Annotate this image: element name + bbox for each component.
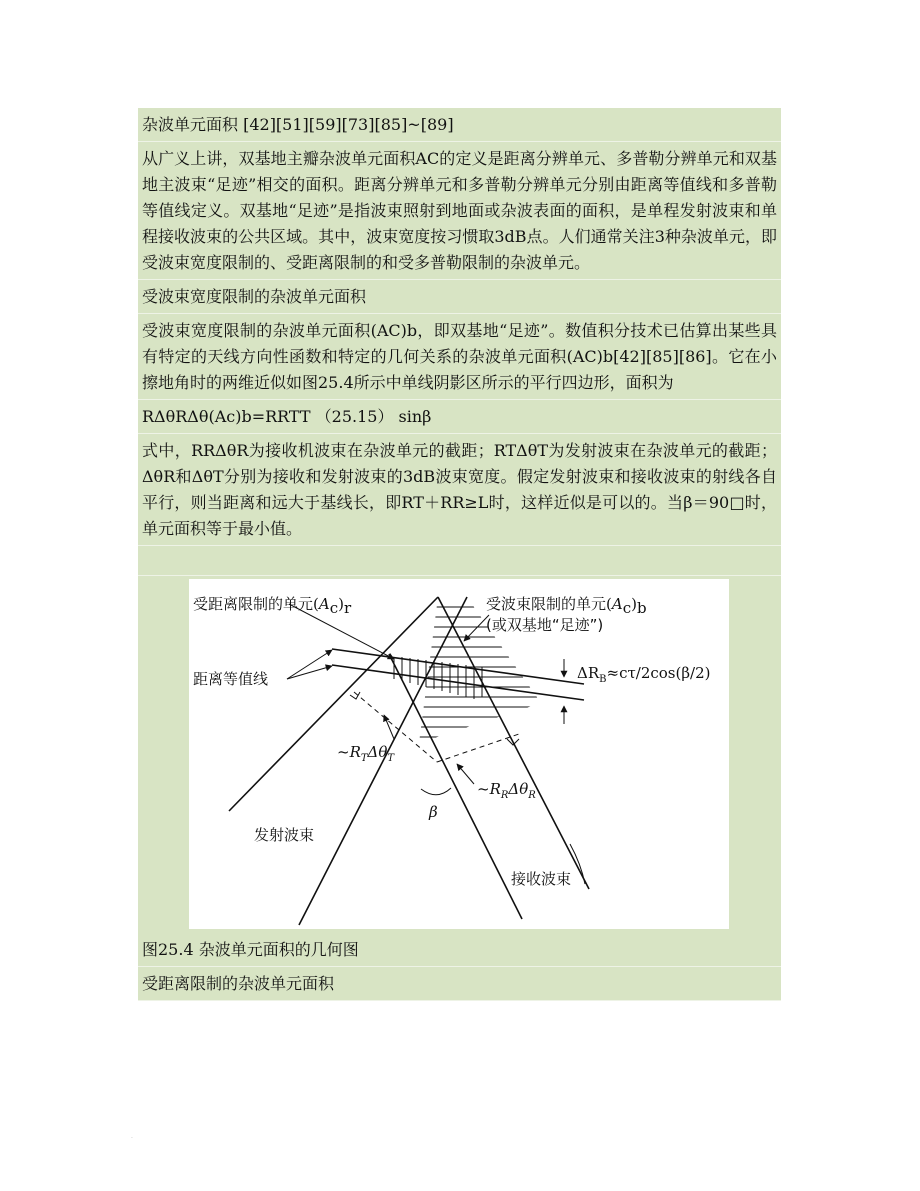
leader-rr	[457, 764, 474, 784]
paragraph: 从广义上讲，双基地主瓣杂波单元面积AC的定义是距离分辨单元、多普勒分辨单元和双基地主波束“足迹”相交的面积。距离分辨单元和多普勒分辨单元分别由距离等值线和多普勒等值线定义。双基地“足迹”是指波束照射到地面或杂波表面的面积，是单程发射波束和单程接收波束的公共区域。其中，波束宽度按习惯取3dB点。人们通常关注3种杂波单元，即受波束宽度限制的、受距离限制的和受多普勒限制的杂波单元。	[138, 142, 781, 280]
geometry-diagram	[189, 579, 729, 929]
section-heading: 杂波单元面积 [42][51][59][73][85]~[89]	[138, 108, 781, 142]
clutter-cell-geometry-figure	[189, 579, 729, 929]
label-tx-beam: 发射波束	[254, 826, 315, 844]
figure-caption: 图25.4 杂波单元面积的几何图	[138, 933, 781, 967]
beta-arc	[421, 788, 451, 795]
tx-beam-right-edge	[299, 597, 467, 925]
label-range-cell: 受距离限制的单元(Ac)r	[193, 595, 352, 617]
label-rr: $\sim R_R\Delta\theta_R$	[477, 780, 536, 801]
leader-isorange-2	[287, 666, 332, 679]
dashed-rr	[437, 734, 519, 762]
tx-beam-left-edge	[229, 597, 438, 811]
blank-row	[138, 546, 781, 576]
rx-beam-right-edge	[438, 597, 589, 889]
label-beam-cell: 受波束限制的单元(Ac)b	[486, 595, 647, 617]
label-beta: β	[429, 803, 438, 821]
formula-line: RΔθRΔθ(Ac)b=RRTT （25.15） sinβ	[138, 400, 781, 434]
label-isorange: 距离等值线	[193, 670, 269, 688]
rx-beam-left-edge	[389, 654, 522, 919]
paragraph: 受波束宽度限制的杂波单元面积(AC)b，即双基地“足迹”。数值积分技术已估算出某些具有特定的天线方向性函数和特定的几何关系的杂波单元面积(AC)b[42][85][86]。它在小擦地角时的两维近似如图25.4所示中单线阴影区所示的平行四边形，面积为	[138, 314, 781, 400]
label-rt: $\sim R_T\Delta\theta_T$	[337, 743, 395, 764]
paragraph: 式中，RRΔθR为接收机波束在杂波单元的截距；RTΔθT为发射波束在杂波单元的截距；ΔθR和ΔθT分别为接收和发射波束的3dB波束宽度。假定发射波束和接收波束的射线各自平行，则当距离和远大于基线长，即RT＋RR≥L时，这样近似是可以的。当β＝90□时，单元面积等于最小值。	[138, 434, 781, 546]
leader-isorange-1	[287, 650, 332, 679]
label-delta-rb: $\Delta R_B\approx c\tau/2\cos(\beta/2)$	[577, 664, 711, 685]
label-rx-beam: 接收波束	[511, 870, 572, 888]
document-body	[138, 108, 781, 1001]
label-bistatic-footprint: (或双基地“足迹”)	[486, 616, 604, 634]
leader-rt	[384, 715, 394, 739]
figure-container	[138, 576, 781, 933]
subsection-heading: 受波束宽度限制的杂波单元面积	[138, 280, 781, 314]
subsection-heading: 受距离限制的杂波单元面积	[138, 967, 781, 1001]
page-marker: .	[131, 1133, 133, 1140]
